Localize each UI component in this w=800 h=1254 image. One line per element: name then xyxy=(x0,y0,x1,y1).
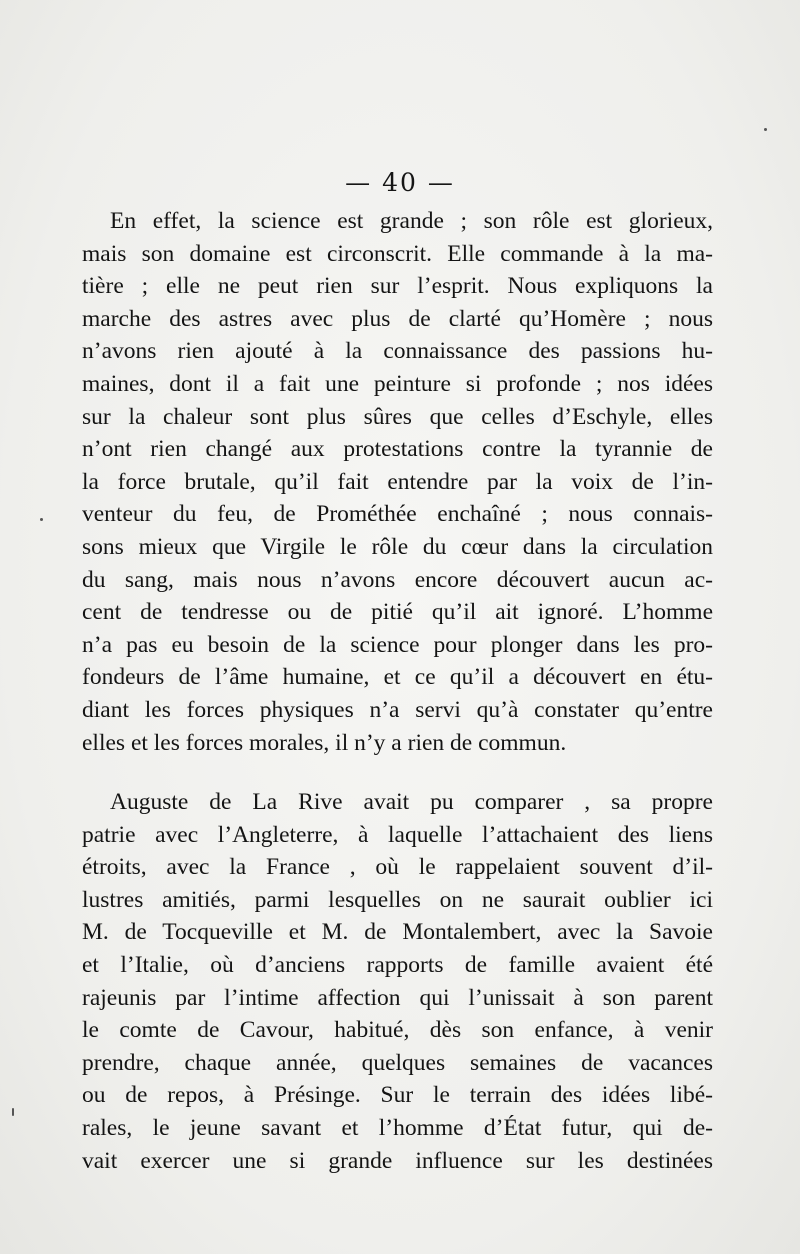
text-line: n’a pas eu besoin de la science pour plonger dans les pro- xyxy=(82,631,713,658)
text-line: n’avons rien ajouté à la connaissance des passions hu- xyxy=(82,338,713,365)
text-line: sons mieux que Virgile le rôle du cœur dans la circulation xyxy=(82,533,713,560)
paper-speck xyxy=(12,1108,14,1116)
text-line: venteur du feu, de Prométhée enchaîné ; nous connais- xyxy=(82,501,713,528)
text-line: et l’Italie, où d’anciens rapports de famille avaient été xyxy=(82,951,713,978)
text-line: maines, dont il a fait une peinture si profonde ; nos idées xyxy=(82,370,713,397)
text-line: diant les forces physiques n’a servi qu’à constater qu’entre xyxy=(82,696,713,723)
text-line: elles et les forces morales, il n’y a rien de commun. xyxy=(82,729,567,756)
text-line: fondeurs de l’âme humaine, et ce qu’il a découvert en étu- xyxy=(82,664,713,691)
text-line: vait exercer une si grande influence sur les destinées xyxy=(82,1147,713,1174)
text-line: le comte de Cavour, habitué, dès son enfance, à venir xyxy=(82,1017,713,1044)
text-line: rales, le jeune savant et l’homme d’État futur, qui de- xyxy=(82,1114,713,1141)
paper-speck xyxy=(764,128,767,131)
text-line: la force brutale, qu’il fait entendre par la voix de l’in- xyxy=(82,468,713,495)
page-number: — 40 — xyxy=(345,168,455,197)
paragraph-1 xyxy=(82,205,713,759)
text-line: cent de tendresse ou de pitié qu’il ait ignoré. L’homme xyxy=(82,599,713,626)
text-line: patrie avec l’Angleterre, à laquelle l’attachaient des liens xyxy=(82,821,713,848)
text-line: n’ont rien changé aux protestations contre la tyrannie de xyxy=(82,436,713,463)
text-line: prendre, chaque année, quelques semaines de vacances xyxy=(82,1049,713,1076)
text-line: mais son domaine est circonscrit. Elle commande à la ma- xyxy=(82,240,713,267)
text-line: ou de repos, à Présinge. Sur le terrain des idées libé- xyxy=(82,1082,713,1109)
text-line: du sang, mais nous n’avons encore découvert aucun ac- xyxy=(82,566,713,593)
paragraph-2 xyxy=(82,786,713,1177)
text-line: marche des astres avec plus de clarté qu’Homère ; nous xyxy=(82,305,713,332)
text-line: étroits, avec la France , où le rappelaient souvent d’il- xyxy=(82,854,713,881)
text-line: rajeunis par l’intime affection qui l’unissait à son parent xyxy=(82,984,713,1011)
text-line: En effet, la science est grande ; son rôle est glorieux, xyxy=(110,208,713,234)
text-line: Auguste de La Rive avait pu comparer , sa propre xyxy=(110,789,713,815)
text-line: tière ; elle ne peut rien sur l’esprit. Nous expliquons la xyxy=(82,273,713,300)
text-line: lustres amitiés, parmi lesquelles on ne saurait oublier ici xyxy=(82,886,713,913)
text-line: M. de Tocqueville et M. de Montalembert, avec la Savoie xyxy=(82,919,713,946)
paper-speck xyxy=(40,518,43,521)
text-line: sur la chaleur sont plus sûres que celles d’Eschyle, elles xyxy=(82,403,713,430)
